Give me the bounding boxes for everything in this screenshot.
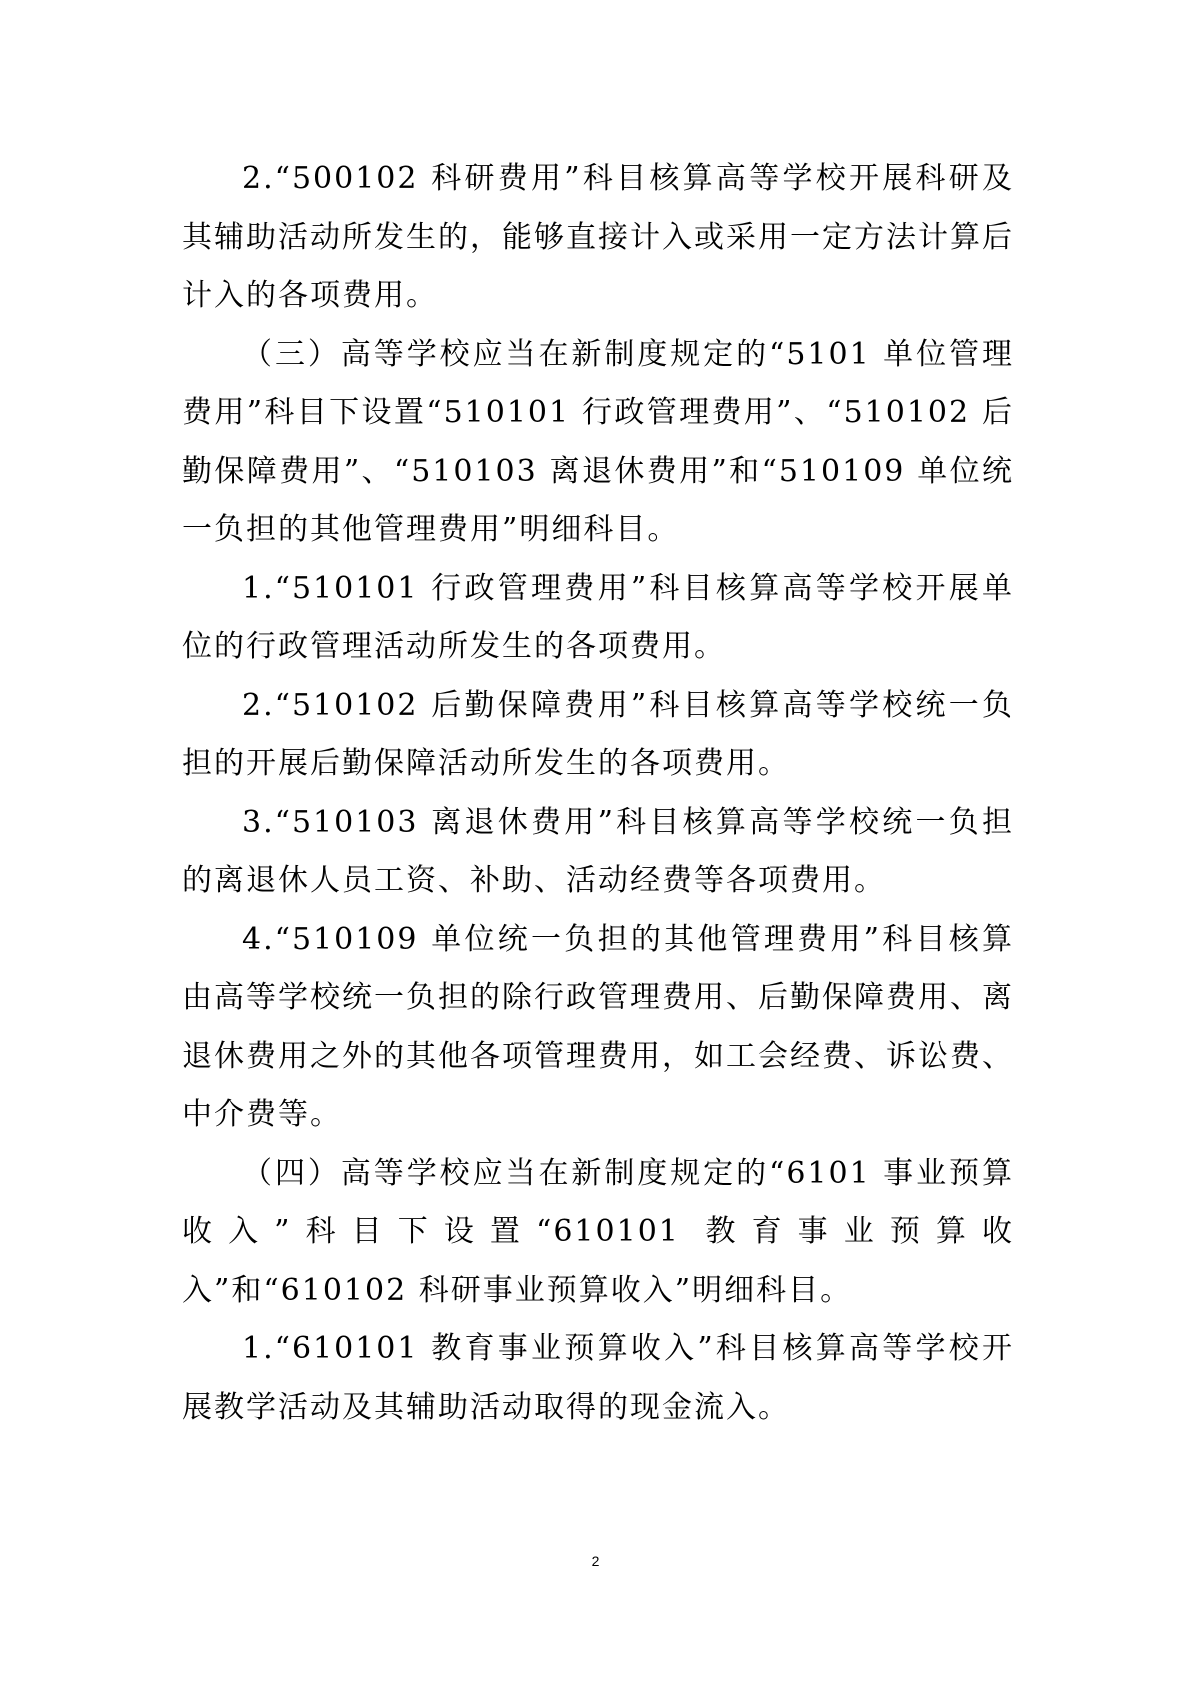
paragraph-510102-logistics-expenses: 2.“510102 后勤保障费用”科目核算高等学校统一负担的开展后勤保障活动所发生的各项费用。 [182,687,1014,781]
paragraph-510109-other-admin-expenses: 4.“510109 单位统一负担的其他管理费用”科目核算由高等学校统一负担的除行政管理费用、后勤保障费用、离退休费用之外的其他各项管理费用，如工会经费、诉讼费、中介费等。 [182,921,1014,1132]
paragraph-section-four-6101: （四）高等学校应当在新制度规定的“6101 事业预算收入”科目下设置“610101 教育事业预算收入”和“610102 科研事业预算收入”明细科目。 [182,1155,1014,1308]
paragraph-510103-retirement-expenses: 3.“510103 离退休费用”科目核算高等学校统一负担的离退休人员工资、补助、活动经费等各项费用。 [182,804,1014,898]
paragraph-500102-research-expenses: 2.“500102 科研费用”科目核算高等学校开展科研及其辅助活动所发生的，能够直接计入或采用一定方法计算后计入的各项费用。 [182,161,1014,313]
paragraph-section-three-5101: （三）高等学校应当在新制度规定的“5101 单位管理费用”科目下设置“510101 行政管理费用”、“510102 后勤保障费用”、“510103 离退休费用”和“510109 单位统一负担的其他管理费用”明细科目。 [182,336,1014,547]
document-body [182,150,1014,1437]
paragraph-510101-admin-expenses: 1.“510101 行政管理费用”科目核算高等学校开展单位的行政管理活动所发生的各项费用。 [182,570,1014,664]
paragraph-610101-education-revenue: 1.“610101 教育事业预算收入”科目核算高等学校开展教学活动及其辅助活动取得的现金流入。 [182,1331,1014,1425]
page-number: 2 [591,1553,600,1569]
